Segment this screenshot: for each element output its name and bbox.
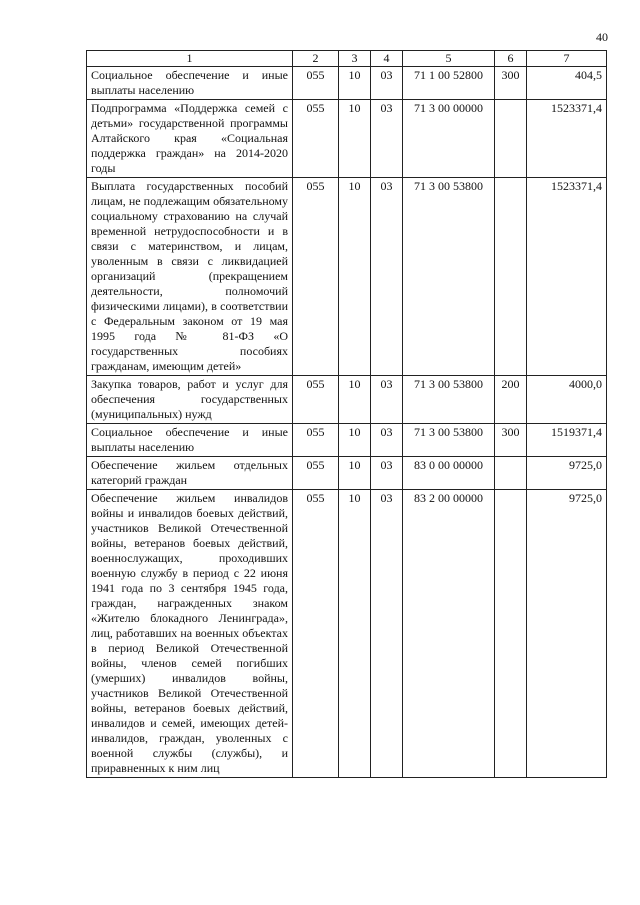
section-code: 10 (339, 424, 371, 457)
target-code: 71 3 00 00000 (403, 100, 495, 178)
expense-type-code: 200 (495, 376, 527, 424)
amount: 9725,0 (527, 457, 607, 490)
column-number-row (87, 51, 607, 67)
amount: 1523371,4 (527, 178, 607, 376)
subsection-code: 03 (371, 178, 403, 376)
target-code: 71 3 00 53800 (403, 424, 495, 457)
target-code: 71 1 00 52800 (403, 67, 495, 100)
ministry-code: 055 (293, 100, 339, 178)
table-row (87, 376, 607, 424)
page-number: 40 (596, 30, 608, 44)
subsection-code: 03 (371, 424, 403, 457)
section-code: 10 (339, 376, 371, 424)
table-row (87, 178, 607, 376)
expense-type-code (495, 178, 527, 376)
expense-type-code: 300 (495, 67, 527, 100)
target-code: 83 0 00 00000 (403, 457, 495, 490)
row-name: Социальное обеспечение и иные выплаты населению (87, 67, 293, 100)
ministry-code: 055 (293, 67, 339, 100)
ministry-code: 055 (293, 376, 339, 424)
section-code: 10 (339, 100, 371, 178)
subsection-code: 03 (371, 490, 403, 778)
ministry-code: 055 (293, 424, 339, 457)
amount: 1519371,4 (527, 424, 607, 457)
target-code: 71 3 00 53800 (403, 376, 495, 424)
target-code: 83 2 00 00000 (403, 490, 495, 778)
expense-type-code: 300 (495, 424, 527, 457)
subsection-code: 03 (371, 67, 403, 100)
table-row (87, 490, 607, 778)
target-code: 71 3 00 53800 (403, 178, 495, 376)
table-row (87, 100, 607, 178)
column-header: 7 (527, 51, 607, 67)
budget-table (86, 50, 607, 778)
column-header: 5 (403, 51, 495, 67)
amount: 9725,0 (527, 490, 607, 778)
expense-type-code (495, 457, 527, 490)
ministry-code: 055 (293, 490, 339, 778)
row-name: Выплата государственных пособий лицам, не подлежащим обязательному социальному страхованию на случай временной нетрудоспособности и в связи с материнством, и лицам, уволенным в связи с ликвидацией организаций (прекращением деятельности, полномочий физическими лицами), в соответствии с Федеральным законом от 19 мая 1995 года № 81-ФЗ «О государственных пособиях гражданам, имеющим детей» (87, 178, 293, 376)
column-header: 3 (339, 51, 371, 67)
table-row (87, 457, 607, 490)
column-header: 6 (495, 51, 527, 67)
ministry-code: 055 (293, 457, 339, 490)
section-code: 10 (339, 490, 371, 778)
table-row (87, 67, 607, 100)
ministry-code: 055 (293, 178, 339, 376)
column-header: 1 (87, 51, 293, 67)
expense-type-code (495, 100, 527, 178)
row-name: Подпрограмма «Поддержка семей с детьми» государственной программы Алтайского края «Социальная поддержка граждан» на 2014-2020 годы (87, 100, 293, 178)
amount: 1523371,4 (527, 100, 607, 178)
amount: 404,5 (527, 67, 607, 100)
column-header: 4 (371, 51, 403, 67)
section-code: 10 (339, 178, 371, 376)
table-row (87, 424, 607, 457)
row-name: Обеспечение жильем отдельных категорий граждан (87, 457, 293, 490)
subsection-code: 03 (371, 376, 403, 424)
section-code: 10 (339, 67, 371, 100)
column-header: 2 (293, 51, 339, 67)
section-code: 10 (339, 457, 371, 490)
subsection-code: 03 (371, 100, 403, 178)
row-name: Обеспечение жильем инвалидов войны и инвалидов боевых действий, участников Великой Отечественной войны, ветеранов боевых действий, военнослужащих, проходивших военную службу в период с 22 июня 1941 года по 3 сентября 1945 года, граждан, награжденных знаком «Жителю блокадного Ленинграда», лиц, работавших на военных объектах в период Великой Отечественной войны, членов семей погибших (умерших) инвалидов войны, участников Великой Отечественной войны, ветеранов боевых действий, инвалидов и семей, имеющих детей-инвалидов, граждан, уволенных с военной службы (службы), и приравненных к ним лиц (87, 490, 293, 778)
row-name: Социальное обеспечение и иные выплаты населению (87, 424, 293, 457)
amount: 4000,0 (527, 376, 607, 424)
expense-type-code (495, 490, 527, 778)
subsection-code: 03 (371, 457, 403, 490)
row-name: Закупка товаров, работ и услуг для обеспечения государственных (муниципальных) нужд (87, 376, 293, 424)
